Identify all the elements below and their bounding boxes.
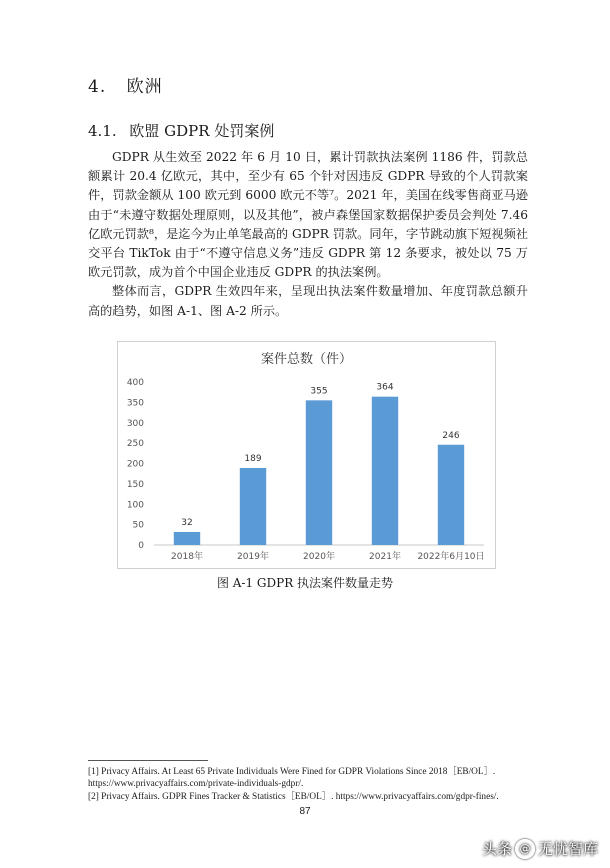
data-label: 364 [376,382,394,393]
footnote: [2] Privacy Affairs. GDPR Fines Tracker & Statistics［EB/OL］. https://www.privacyaffairs.com/gdpr-fines/. [88,792,499,802]
section-title: 欧洲 [126,77,163,97]
y-tick-label: 150 [126,479,144,490]
at-icon: @ [515,839,535,859]
watermark-name: 无忧智库 [537,840,598,858]
figure-caption: 图 A-1 GDPR 执法案件数量走势 [216,576,394,590]
y-tick-label: 100 [126,500,144,511]
x-tick-label: 2020年 [303,552,335,562]
subsection-title: 欧盟 GDPR 处罚案例 [129,122,275,140]
x-tick-label: 2022年6月10日 [417,552,485,562]
section-heading [88,72,163,97]
watermark-prefix: 头条 [481,840,512,858]
bar [438,445,464,545]
bar-chart [118,342,495,568]
y-tick-label: 400 [126,378,144,388]
footnote-divider [88,760,208,761]
y-tick-label: 300 [126,418,144,429]
footnote: [1] Privacy Affairs. At Least 65 Private Individuals Were Fined for GDPR Violations Since 2018［EB/OL］. https://www.privacyaffairs.com/private-individuals-gdpr/. [88,767,496,789]
bar [174,532,200,545]
bar [240,468,266,545]
section-number: 4. [88,77,107,97]
data-label: 189 [244,453,262,464]
chart-container [117,341,496,569]
x-tick-label: 2019年 [237,552,269,562]
body-text [88,148,528,321]
data-label: 246 [442,430,460,441]
x-tick-label: 2021年 [369,552,401,562]
subsection-heading [88,120,274,141]
y-tick-label: 200 [126,459,144,470]
data-label: 32 [181,517,193,528]
bar [372,397,398,545]
chart-title: 案件总数（件） [260,352,352,367]
watermark [482,838,598,859]
y-tick-label: 350 [126,398,144,409]
x-tick-label: 2018年 [171,552,203,562]
subsection-number: 4.1. [88,122,117,140]
y-tick-label: 250 [126,439,144,450]
y-tick-label: 50 [132,520,144,531]
page-number: 87 [299,806,311,817]
paragraph: 整体而言，GDPR 生效四年来，呈现出执法案件数量增加、年度罚款总额升高的趋势，如图 A-1、图 A-2 所示。 [88,284,528,318]
bar [306,400,332,545]
data-label: 355 [310,386,328,397]
y-tick-label: 0 [138,541,144,551]
paragraph: GDPR 从生效至 2022 年 6 月 10 日，累计罚款执法案例 1186 件，罚款总额累计 20.4 亿欧元，其中，至少有 65 个针对因违反 GDPR 导致的个人罚款案件，罚款金额从 100 欧元到 6000 欧元不等⁷。2021 年，美国在线零售商亚马逊由于“未遵守数据处理原则，以及其他”，被卢森堡国家数据保护委员会判处 7.46 亿欧元罚款⁸，是迄今为止单笔最高的 GDPR 罚款。同年，字节跳动旗下短视频社交平台 TikTok 由于“不遵守信息义务”违反 GDPR 第 12 条要求，被处以 75 万欧元罚款，成为首个中国企业违反 GDPR 的执法案例。 [88,150,528,280]
